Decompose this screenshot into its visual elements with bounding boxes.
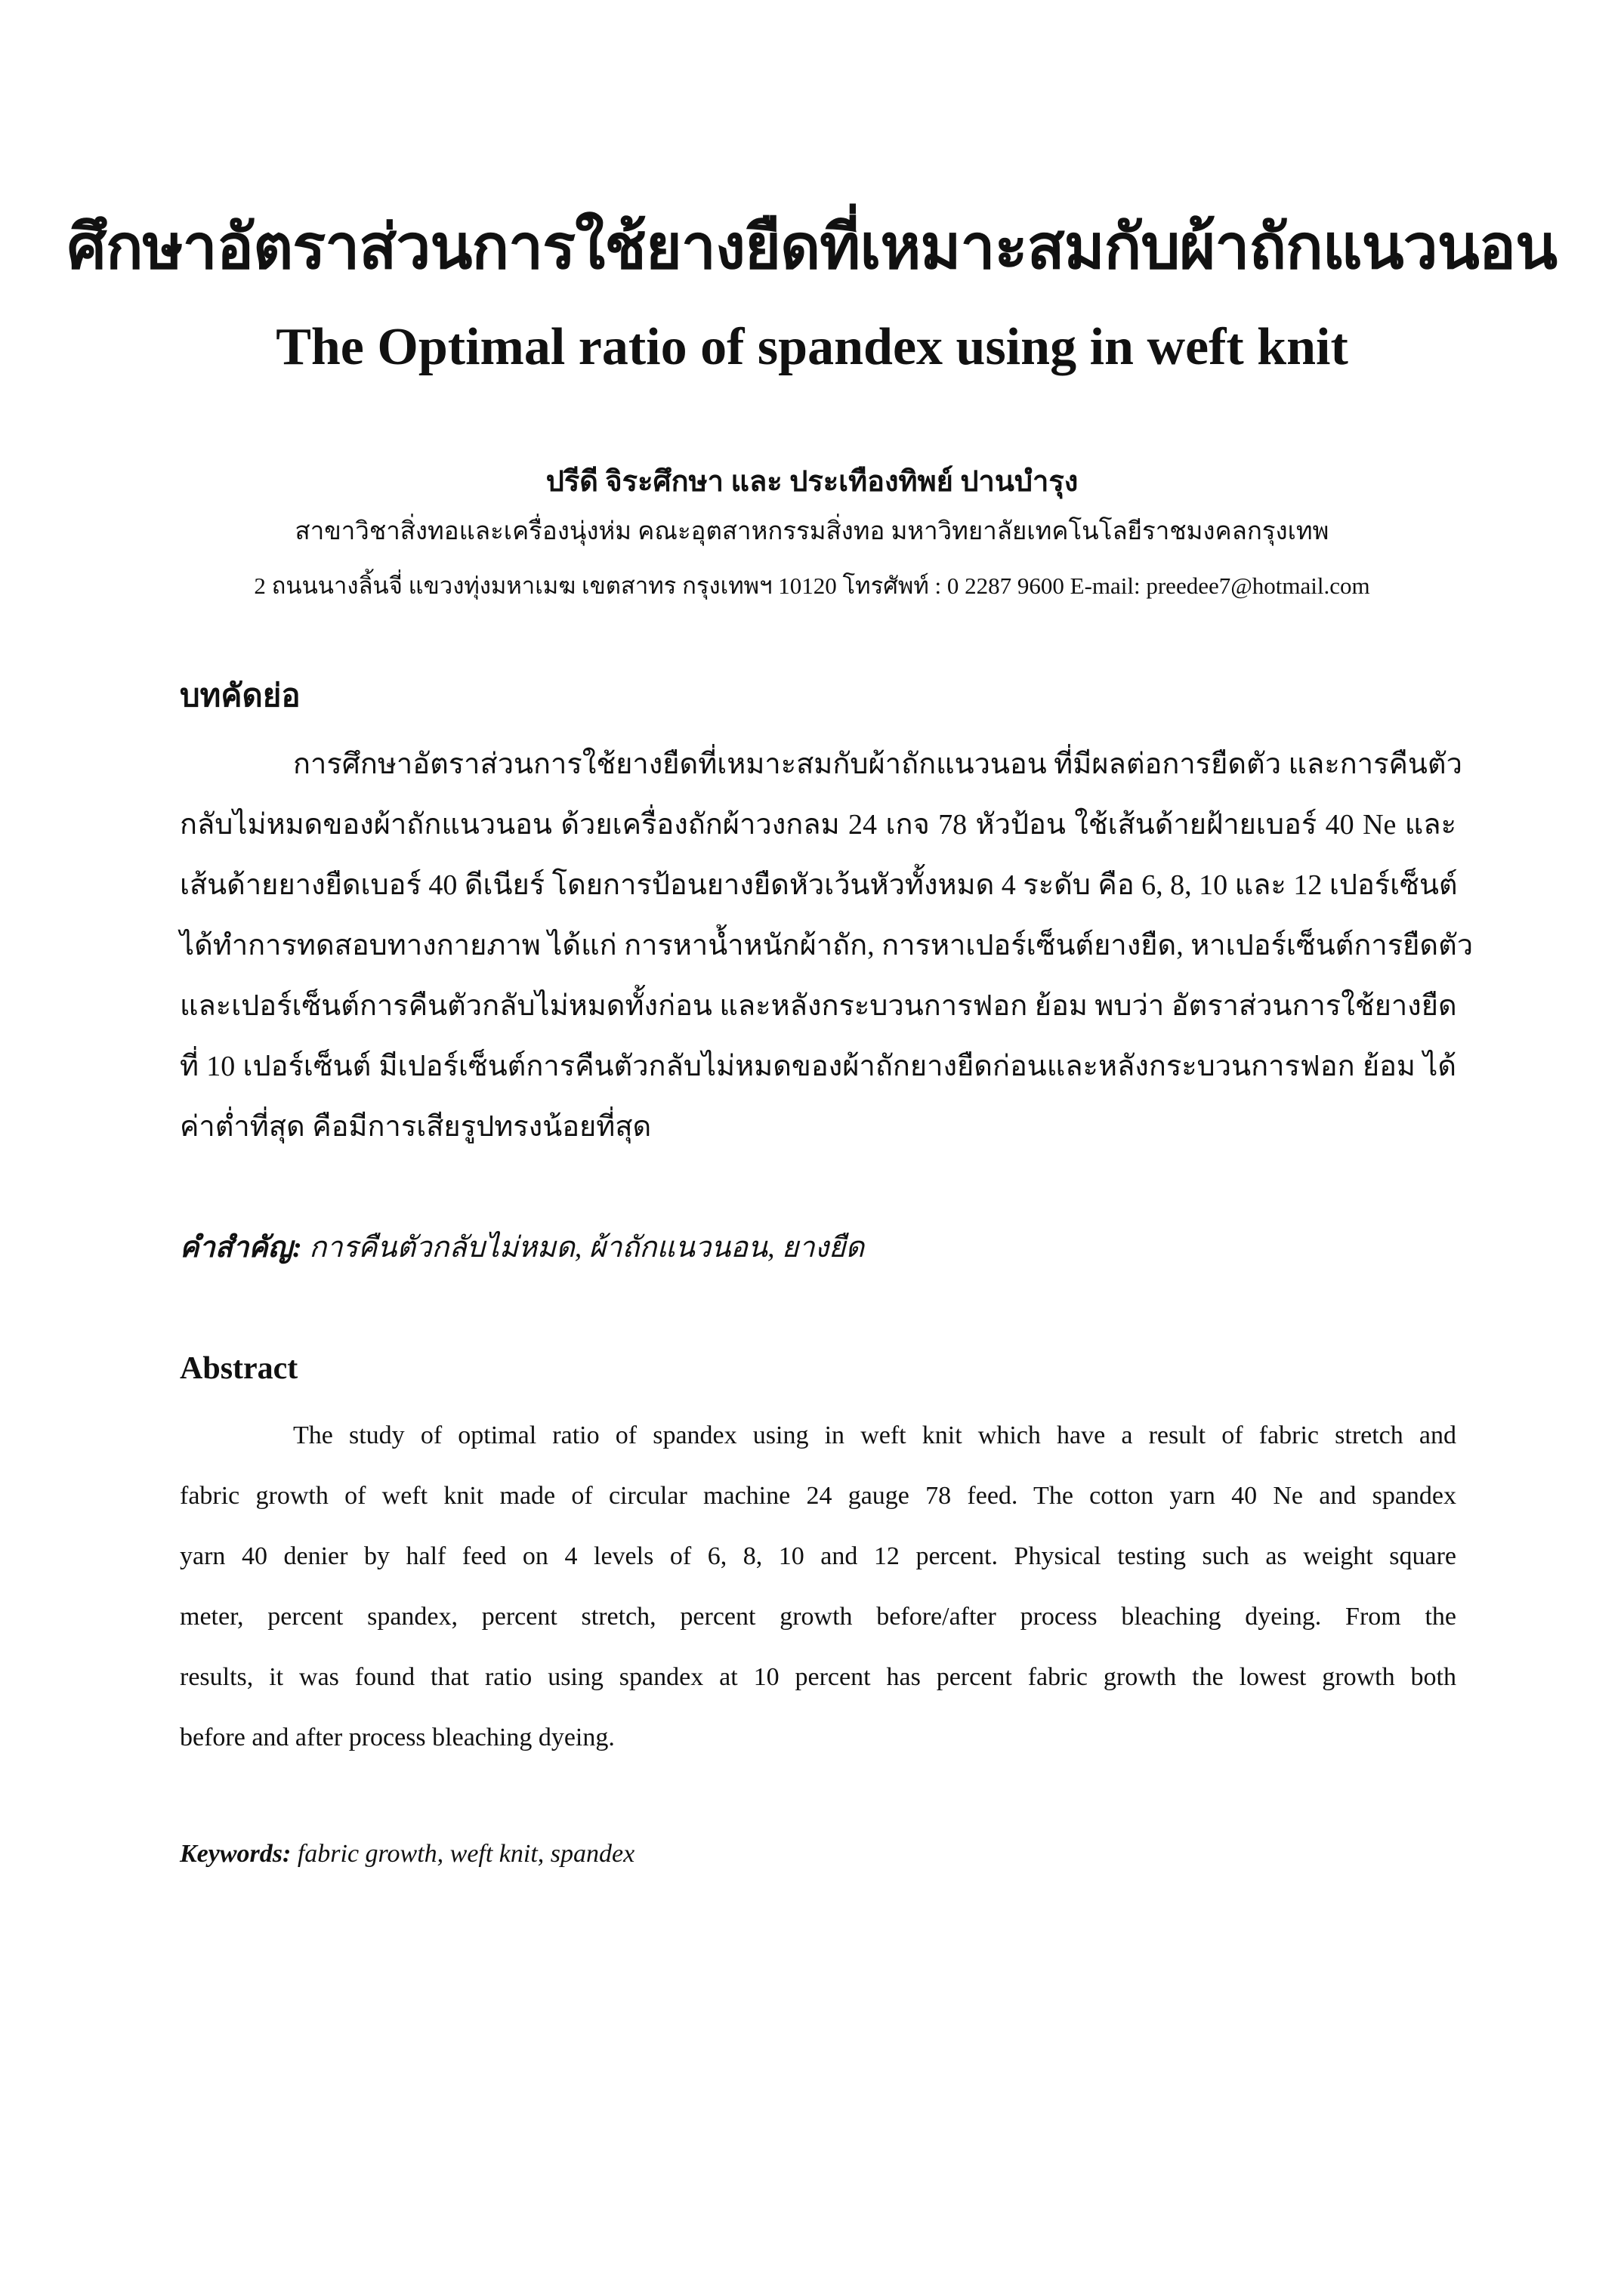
keywords-thai — [180, 1224, 864, 1270]
abstract-thai-line: เส้นด้ายยางยืดเบอร์ 40 ดีเนียร์ โดยการป้อนยางยืดหัวเว้นหัวทั้งหมด 4 ระดับ คือ 6, 8, 10 และ 12 เปอร์เซ็นต์ — [180, 869, 1458, 901]
abstract-english-line: results, it was found that ratio using spandex at 10 percent has percent fabric growth the lowest growth both — [180, 1663, 1456, 1691]
keywords-english — [180, 1840, 634, 1869]
abstract-thai-line: ที่ 10 เปอร์เซ็นต์ มีเปอร์เซ็นต์การคืนตัวกลับไม่หมดของผ้าถักยางยืดก่อนและหลังกระบวนการฟอก ย้อม ได้ — [180, 1051, 1456, 1082]
abstract-english-line: meter, percent spandex, percent stretch, percent growth before/after process bleaching dyeing. From the — [180, 1603, 1456, 1631]
abstract-thai-line: และเปอร์เซ็นต์การคืนตัวกลับไม่หมดทั้งก่อน และหลังกระบวนการฟอก ย้อม พบว่า อัตราส่วนการใช้ยางยืด — [180, 990, 1457, 1022]
abstract-thai-line: กลับไม่หมดของผ้าถักแนวนอน ด้วยเครื่องถักผ้าวงกลม 24 เกจ 78 หัวป้อน ใช้เส้นด้ายฝ้ายเบอร์ 40 Ne และ — [180, 809, 1456, 841]
keywords-thai-text: การคืนตัวกลับไม่หมด, ผ้าถักแนวนอน, ยางยืด — [301, 1232, 865, 1264]
authors: ปรีดี จิระศึกษา และ ประเทืองทิพย์ ปานบำรุง — [545, 466, 1079, 498]
abstract-thai-line: การศึกษาอัตราส่วนการใช้ยางยืดที่เหมาะสมกับผ้าถักแนวนอน ที่มีผลต่อการยืดตัว และการคืนตัว — [293, 748, 1462, 780]
affiliation-line-1: สาขาวิชาสิ่งทอและเครื่องนุ่งห่ม คณะอุตสาหกรรมสิ่งทอ มหาวิทยาลัยเทคโนโลยีราชมงคลกรุงเทพ — [295, 518, 1329, 545]
title-thai: ศึกษาอัตราส่วนการใช้ยางยืดที่เหมาะสมกับผ้าถักแนวนอน — [66, 213, 1558, 282]
abstract-english-heading: Abstract — [180, 1351, 298, 1386]
abstract-thai-heading: บทคัดย่อ — [180, 679, 301, 714]
title-english: The Optimal ratio of spandex using in weft knit — [276, 318, 1348, 376]
abstract-english-line: fabric growth of weft knit made of circular machine 24 gauge 78 feed. The cotton yarn 40 Ne and spandex — [180, 1482, 1456, 1510]
keywords-english-text: fabric growth, weft knit, spandex — [291, 1840, 635, 1868]
abstract-english-line: before and after process bleaching dyeing. — [180, 1724, 615, 1751]
keywords-thai-label: คำสำคัญ: — [180, 1232, 302, 1264]
abstract-thai-line: ได้ทำการทดสอบทางกายภาพ ได้แก่ การหาน้ำหนักผ้าถัก, การหาเปอร์เซ็นต์ยางยืด, หาเปอร์เซ็นต์การยืดตัว — [180, 930, 1474, 961]
abstract-english-line: yarn 40 denier by half feed on 4 levels of 6, 8, 10 and 12 percent. Physical testing such as weight square — [180, 1542, 1456, 1570]
affiliation-line-2: 2 ถนนนางลิ้นจี่ แขวงทุ่งมหาเมฆ เขตสาทร กรุงเทพฯ 10120 โทรศัพท์ : 0 2287 9600 E-mail: preedee7@hotmail.com — [254, 572, 1370, 599]
keywords-english-label: Keywords: — [180, 1840, 292, 1868]
abstract-thai-line: ค่าต่ำที่สุด คือมีการเสียรูปทรงน้อยที่สุด — [180, 1111, 652, 1143]
abstract-english-line: The study of optimal ratio of spandex using in weft knit which have a result of fabric stretch and — [293, 1421, 1456, 1449]
